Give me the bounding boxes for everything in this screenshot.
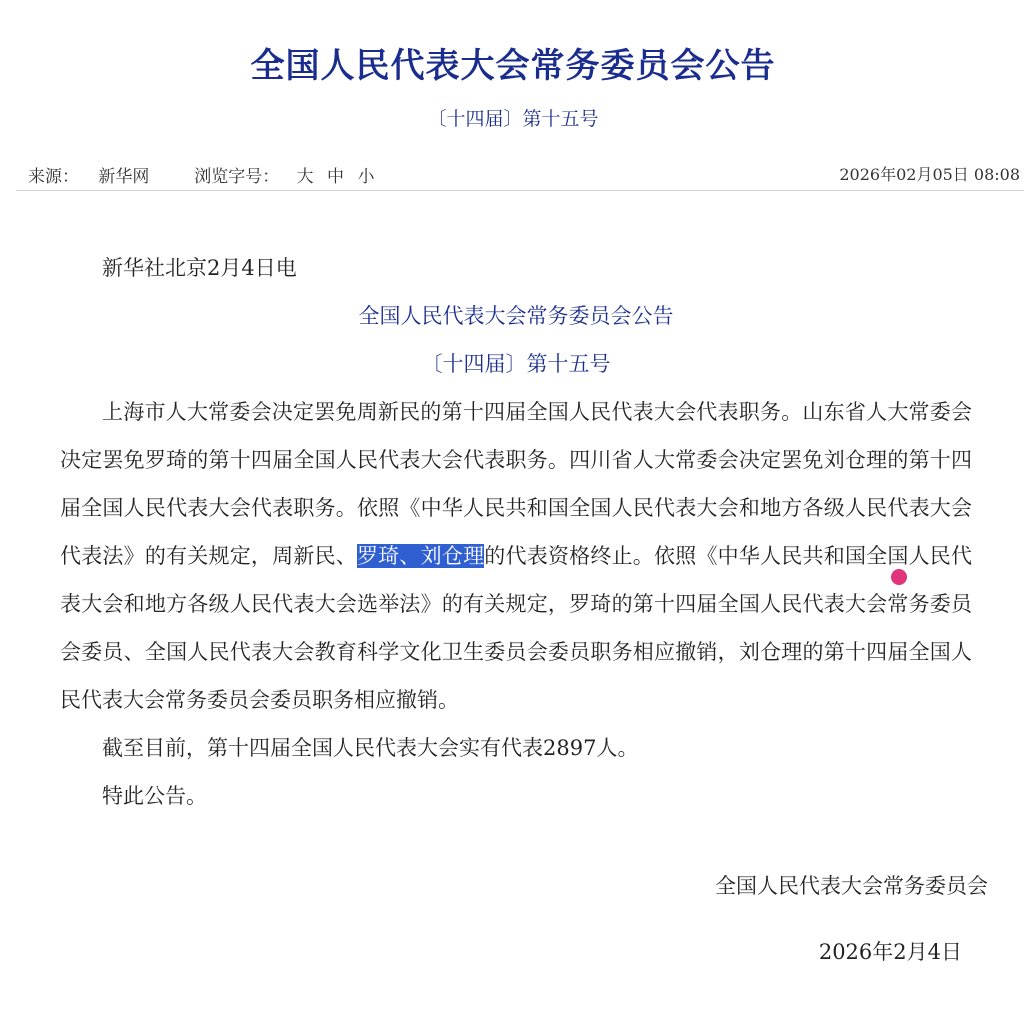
paragraph-2: 截至目前，第十四届全国人民代表大会实有代表2897人。 bbox=[102, 736, 639, 760]
signature: 全国人民代表大会常务委员会 bbox=[715, 874, 988, 898]
inner-number: 〔十四届〕第十五号 bbox=[421, 352, 611, 376]
inner-title: 全国人民代表大会常务委员会公告 bbox=[358, 304, 674, 328]
source-value: 新华网 bbox=[98, 167, 150, 187]
publish-datetime: 2026年02月05日 08:08 bbox=[839, 165, 1020, 184]
font-size-large-button[interactable]: 大 bbox=[296, 167, 314, 187]
selected-text[interactable]: 罗琦、刘仓理 bbox=[357, 544, 485, 568]
article-meta-bar bbox=[16, 162, 1024, 191]
font-size-medium-button[interactable]: 中 bbox=[327, 167, 345, 187]
paragraph-1-before: 上海市人大常委会决定罢免周新民的第十四届全国人民代表大会代表职务。山东省人大常委会决定罢免罗琦的第十四届全国人民代表大会代表职务。四川省人大常委会决定罢免刘仓理的第十四届全国人民代表大会代表职务。依照《中华人民共和国全国人民代表大会和地方各级人民代表大会代表法》的有关规定，周新民、 bbox=[60, 400, 972, 568]
meta-left bbox=[28, 162, 382, 187]
article-body bbox=[60, 244, 972, 820]
paragraph-3: 特此公告。 bbox=[102, 784, 207, 808]
announcement-date: 2026年2月4日 bbox=[818, 940, 962, 964]
source-label: 来源： bbox=[28, 167, 79, 187]
paragraph-1-after: 的代表资格终止。依照《中华人民共和国全国人民代表大会和地方各级人民代表大会选举法》的有关规定，罗琦的第十四届全国人民代表大会常务委员会委员、全国人民代表大会教育科学文化卫生委员会委员职务相应撤销，刘仓理的第十四届全国人民代表大会常务委员会委员职务相应撤销。 bbox=[60, 544, 973, 712]
selection-handle-icon[interactable] bbox=[891, 569, 907, 585]
page-subtitle: 〔十四届〕第十五号 bbox=[427, 108, 599, 130]
font-size-label: 浏览字号： bbox=[194, 167, 280, 187]
font-size-small-button[interactable]: 小 bbox=[357, 167, 375, 187]
page-title: 全国人民代表大会常务委员会公告 bbox=[250, 46, 776, 86]
dateline: 新华社北京2月4日电 bbox=[102, 256, 297, 280]
paragraph-1[interactable] bbox=[60, 388, 972, 724]
